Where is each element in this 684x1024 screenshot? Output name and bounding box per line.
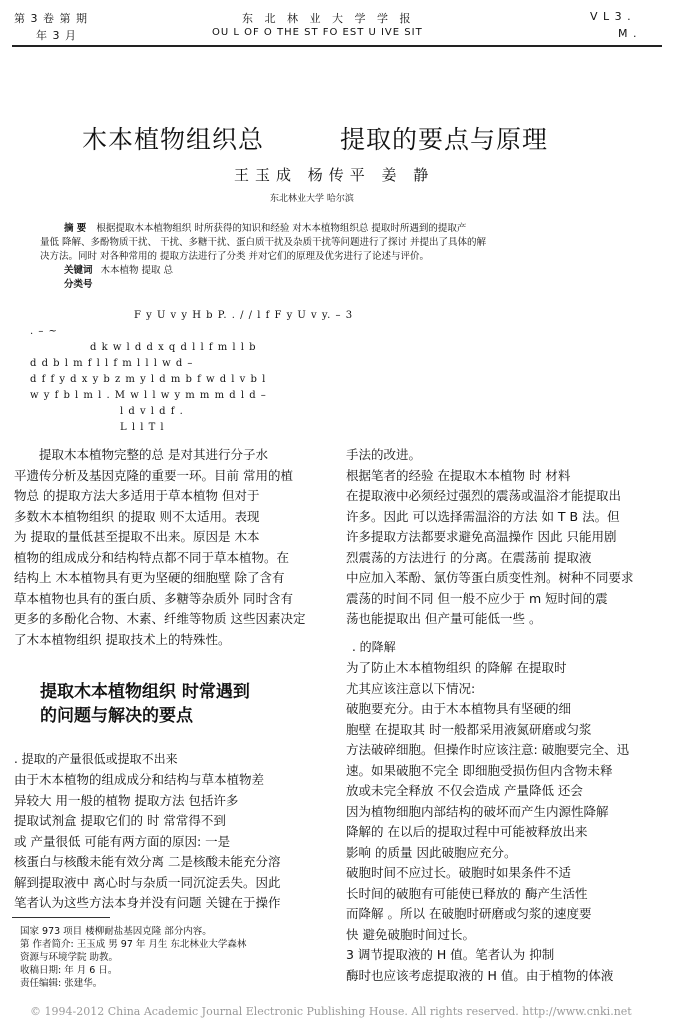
- journal-name-en: OU L OF O THE ST FO EST U IVE SIT: [212, 27, 423, 38]
- abstract-line: 根据提取木本植物组织 时所获得的知识和经验 对木本植物组织总 提取时所遇到的提取产: [96, 223, 467, 234]
- header-month-en: M .: [618, 27, 638, 40]
- body-line: 快 避免破胞时间过长。: [346, 926, 475, 942]
- journal-name-cn: 东 北 林 业 大 学 学 报: [242, 12, 415, 25]
- body-line: 由于木本植物的组成成分和结构与草本植物差: [14, 772, 265, 787]
- body-line: 方法破碎细胞。但操作时应该注意: 破胞要完全、迅: [346, 742, 630, 757]
- body-line: 荡也能提取出 但产量可能低一些 。: [346, 611, 542, 626]
- body-line: 平遗传分析及基因克隆的重要一环。目前 常用的植: [14, 467, 293, 483]
- body-line: 影响 的质量 因此破胞应充分。: [346, 844, 517, 860]
- body-line: 植物的组成成分和结构特点都不同于草本植物。在: [14, 549, 290, 565]
- body-line: 破胞时间不应过长。破胞时如果条件不适: [346, 865, 572, 880]
- affiliation: 东北林业大学 哈尔滨: [270, 194, 354, 204]
- footnote-line: 收稿日期: 年 月 6 日。: [20, 965, 118, 976]
- body-line: 核蛋白与核酸未能有效分离 二是核酸未能充分溶: [14, 854, 281, 869]
- body-line: 尤其应该注意以下情况:: [346, 680, 476, 696]
- header-volume-issue: 第 3 卷 第 期: [14, 12, 88, 25]
- class-number-label: 分类号: [64, 279, 93, 290]
- body-line: 长时间的破胞有可能使已释放的 酶产生活性: [346, 885, 588, 901]
- body-line: 而降解 。所以 在破胞时研磨或匀浆的速度要: [346, 906, 592, 921]
- body-line: 降解的 在以后的提取过程中可能被释放出来: [346, 824, 588, 839]
- body-line: 震荡的时间不同 但一般不应少于 m 短时间的震: [346, 590, 608, 606]
- english-abstract-line: d d b l m f l l f m l l l w d –: [30, 358, 194, 369]
- subsection-heading: . 提取的产量很低或提取不出来: [14, 752, 178, 766]
- body-line: 3 调节提取液的 H 值。笔者认为 抑制: [346, 947, 555, 962]
- keywords: 木本植物 提取 总: [100, 265, 174, 276]
- english-abstract-line: w y f b l m l . M w l l w y m m m d l d –: [30, 390, 267, 401]
- english-abstract-line: L l l T l: [120, 422, 165, 433]
- body-line: 手法的改进。: [346, 447, 422, 462]
- body-line: 因为植物细胞内部结构的破坏而产生内源性降解: [346, 803, 609, 819]
- english-abstract-line: . – ~: [30, 326, 58, 337]
- section-heading: [40, 680, 250, 728]
- body-line: 多数木本植物组织 的提取 则不太适用。表现: [14, 508, 260, 524]
- body-line: 根据笔者的经验 在提取木本植物 时 材料: [346, 467, 571, 483]
- abstract-line: 量低 降解、多酚物质干扰、 干扰、多糖干扰、蛋白质干扰及杂质干扰等问题进行了探讨 并提出了具体的解: [40, 237, 487, 248]
- body-line: 放或未完全释放 不仅会造成 产量降低 还会: [346, 783, 583, 798]
- body-line: 了木本植物组织 提取技术上的特殊性。: [14, 631, 231, 647]
- left-column-2: [14, 770, 324, 914]
- body-line: 更多的多酚化合物、木素、纤维等物质 这些因素决定: [14, 611, 306, 626]
- footnote-line: 第 作者简介: 王玉成 男 97 年 月生 东北林业大学森林: [20, 939, 247, 950]
- body-line: 破胞要充分。由于木本植物具有坚硬的细: [346, 701, 572, 716]
- section-heading-line: 的问题与解决的要点: [40, 706, 193, 726]
- body-line: 草本植物也具有的蛋白质、多糖等杂质外 同时含有: [14, 590, 293, 606]
- footnote-rule: [12, 917, 110, 918]
- english-abstract-line: F y U v y H b P. . / / l f F y U v y. – 3: [134, 310, 354, 321]
- english-abstract-line: d k w l d d x q d l l f m l l b: [90, 342, 257, 353]
- footnote-line: 责任编辑: 张建华。: [20, 978, 103, 989]
- title-part2: 提取的要点与原理: [340, 125, 549, 154]
- body-line: 酶时也应该考虑提取液的 H 值。由于植物的体液: [346, 967, 614, 983]
- body-line: 胞壁 在提取其 时一般都采用液氮研磨或匀浆: [346, 721, 592, 737]
- subsection-heading: . 的降解: [352, 640, 396, 654]
- abstract: [40, 222, 650, 292]
- copyright-footer: © 1994-2012 China Academic Journal Electronic Publishing House. All rights reserved. http://www.cnki.net: [30, 1005, 632, 1018]
- body-line: 烈震荡的方法进行 的分离。在震荡前 提取液: [346, 549, 592, 565]
- header-rule: [12, 45, 662, 47]
- body-line: 笔者认为这些方法本身并没有问题 关键在于操作: [14, 895, 281, 910]
- body-line: 许多。因此 可以选择需温浴的方法 如 T B 法。但: [346, 508, 620, 524]
- keywords-label: 关键词: [64, 265, 93, 276]
- abstract-line: 决方法。同时 对各种常用的 提取方法进行了分类 并对它们的原理及优劣进行了论述与评价。: [40, 251, 430, 262]
- footnote-line: 资源与环境学院 助教。: [20, 952, 119, 963]
- header-volume-en: V L 3 .: [590, 10, 632, 23]
- body-line: 异较大 用一般的植物 提取方法 包括许多: [14, 792, 239, 808]
- footnote-line: 国家 973 项目 楼柳耐盐基因克隆 部分内容。: [20, 926, 212, 937]
- english-abstract-line: d f f y d x y b z m y l d m b f w d l v b l: [30, 374, 267, 385]
- body-line: 为 提取的量低甚至提取不出来。原因是 木本: [14, 529, 260, 544]
- left-column: [14, 445, 324, 650]
- body-line: 许多提取方法都要求避免高温操作 因此 只能用剧: [346, 529, 617, 544]
- body-line: 中应加入苯酚、氯仿等蛋白质变性剂。树种不同要求: [346, 570, 634, 585]
- body-line: 物总 的提取方法大多适用于草本植物 但对于: [14, 488, 260, 503]
- header-date: 年 3 月: [36, 29, 77, 42]
- title-part1: 木本植物组织总: [82, 125, 265, 154]
- body-line: 为了防止木本植物组织 的降解 在提取时: [346, 660, 567, 675]
- right-column-2: [346, 658, 662, 986]
- footnotes: [20, 925, 246, 990]
- english-abstract: [30, 308, 353, 436]
- authors: 王玉成 杨传平 姜 静: [234, 166, 435, 184]
- abstract-label: 摘 要: [64, 223, 87, 234]
- body-line: 或 产量很低 可能有两方面的原因: 一是: [14, 833, 231, 849]
- section-heading-line: 提取木本植物组织 时常遇到: [40, 682, 250, 702]
- body-line: 提取木本植物完整的总 是对其进行分子水: [39, 447, 268, 462]
- body-line: 速。如果破胞不完全 即细胞受损伤但内含物未释: [346, 762, 613, 778]
- body-line: 在提取液中必须经过强烈的震荡或温浴才能提取出: [346, 488, 622, 503]
- right-column: [346, 445, 662, 630]
- body-line: 提取试剂盒 提取它们的 时 常常得不到: [14, 813, 226, 828]
- body-line: 结构上 木本植物具有更为坚硬的细胞壁 除了含有: [14, 570, 285, 585]
- body-line: 解到提取液中 离心时与杂质一同沉淀丢失。因此: [14, 874, 281, 890]
- english-abstract-line: l d v l d f .: [120, 406, 184, 417]
